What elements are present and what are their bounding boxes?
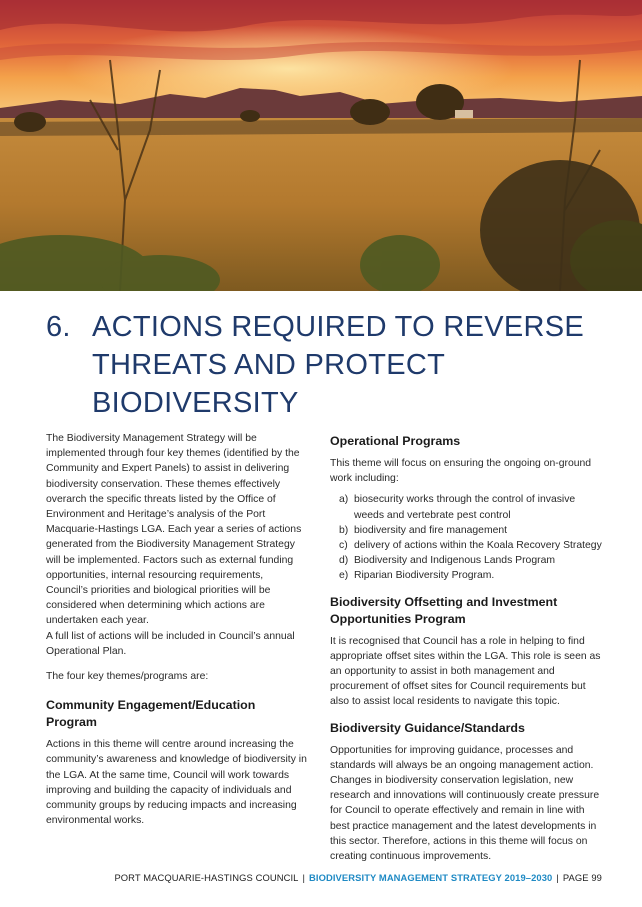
- footer-strategy-title: BIODIVERSITY MANAGEMENT STRATEGY 2019–2030: [309, 872, 553, 883]
- landscape-photo: [0, 0, 642, 291]
- operational-list: [330, 492, 602, 583]
- list-marker: d): [339, 555, 349, 567]
- footer-council: PORT MACQUARIE-HASTINGS COUNCIL: [114, 872, 299, 883]
- operational-plan-note: A full list of actions will be included in Council’s annual Operational Plan.: [46, 630, 295, 657]
- heading-line-3: BIODIVERSITY: [92, 387, 299, 419]
- left-column: [46, 431, 308, 828]
- operational-heading: Operational Programs: [330, 434, 461, 448]
- guidance-heading: Biodiversity Guidance/Standards: [330, 720, 525, 735]
- list-item: [330, 538, 602, 553]
- offsetting-body: It is recognised that Council has a role in helping to find appropriate offset sites within the LGA. This role is seen as an opportunity to assist in both management and procurement of offset sites for Council requirements but also to assist local residents to navigate this topic.: [330, 635, 601, 708]
- community-heading: Community Engagement/Education Program: [46, 698, 256, 730]
- footer-separator: |: [302, 872, 306, 883]
- list-item: [330, 492, 602, 522]
- list-marker: b): [339, 524, 349, 536]
- page-number: PAGE 99: [562, 872, 602, 883]
- community-body: Actions in this theme will centre around increasing the community’s awareness and knowledge of biodiversity in the LGA. At the same time, Council will work towards improving and building the capacity of individuals and community groups by reducing impacts and increasing environmental works.: [46, 739, 307, 827]
- list-marker: e): [339, 570, 349, 582]
- operational-body: This theme will focus on ensuring the ongoing on-ground work including:: [330, 458, 592, 485]
- list-marker: c): [339, 540, 348, 552]
- list-item-text: biosecurity works through the control of invasive weeds and vertebrate pest control: [354, 494, 576, 521]
- list-item-text: biodiversity and fire management: [354, 524, 508, 536]
- guidance-body: Opportunities for improving guidance, processes and standards will always be an ongoing management action. Changes in biodiversity conservation legislation, new research and innovations will continuously create pressure for Council to operate effectively and remain in line with best practice management and the latest developments in this sector. Therefore, actions in this theme will focus on creating continuous improvements.: [330, 744, 600, 863]
- themes-intro: The four key themes/programs are:: [46, 671, 209, 683]
- right-column: [330, 433, 602, 864]
- list-marker: a): [339, 494, 349, 506]
- page-footer: [114, 872, 602, 883]
- hero-landscape-photo: [0, 0, 642, 291]
- intro-paragraph: The Biodiversity Management Strategy will be implemented through four key themes (identified by the Community and Expert Panels) to assist in delivering biodiversity conservation. These themes effectively overarch the specific threats listed by the Office of Environment and Heritage’s analysis of the Port Macquarie-Hastings LGA. Each year a series of actions generated from the Biodiversity Management Strategy will be implemented. Factors such as external funding opportunities, internal resourcing requirements, Council’s priorities and biological priorities will be considered when determining which actions are undertaken each year.: [46, 433, 302, 627]
- offsetting-heading: Biodiversity Offsetting and Investment Opportunities Program: [330, 594, 558, 626]
- list-item-text: Riparian Biodiversity Program.: [354, 570, 495, 582]
- heading-line-2: THREATS AND PROTECT: [92, 349, 446, 381]
- list-item-text: delivery of actions within the Koala Recovery Strategy: [354, 540, 602, 552]
- list-item-text: Biodiversity and Indigenous Lands Program: [354, 555, 556, 567]
- section-number: 6.: [46, 311, 71, 343]
- section-heading: [46, 308, 606, 422]
- list-item: [330, 553, 602, 568]
- footer-separator: |: [556, 872, 559, 883]
- list-item: [330, 568, 602, 583]
- heading-line-1: ACTIONS REQUIRED TO REVERSE: [92, 311, 585, 343]
- list-item: [330, 523, 602, 538]
